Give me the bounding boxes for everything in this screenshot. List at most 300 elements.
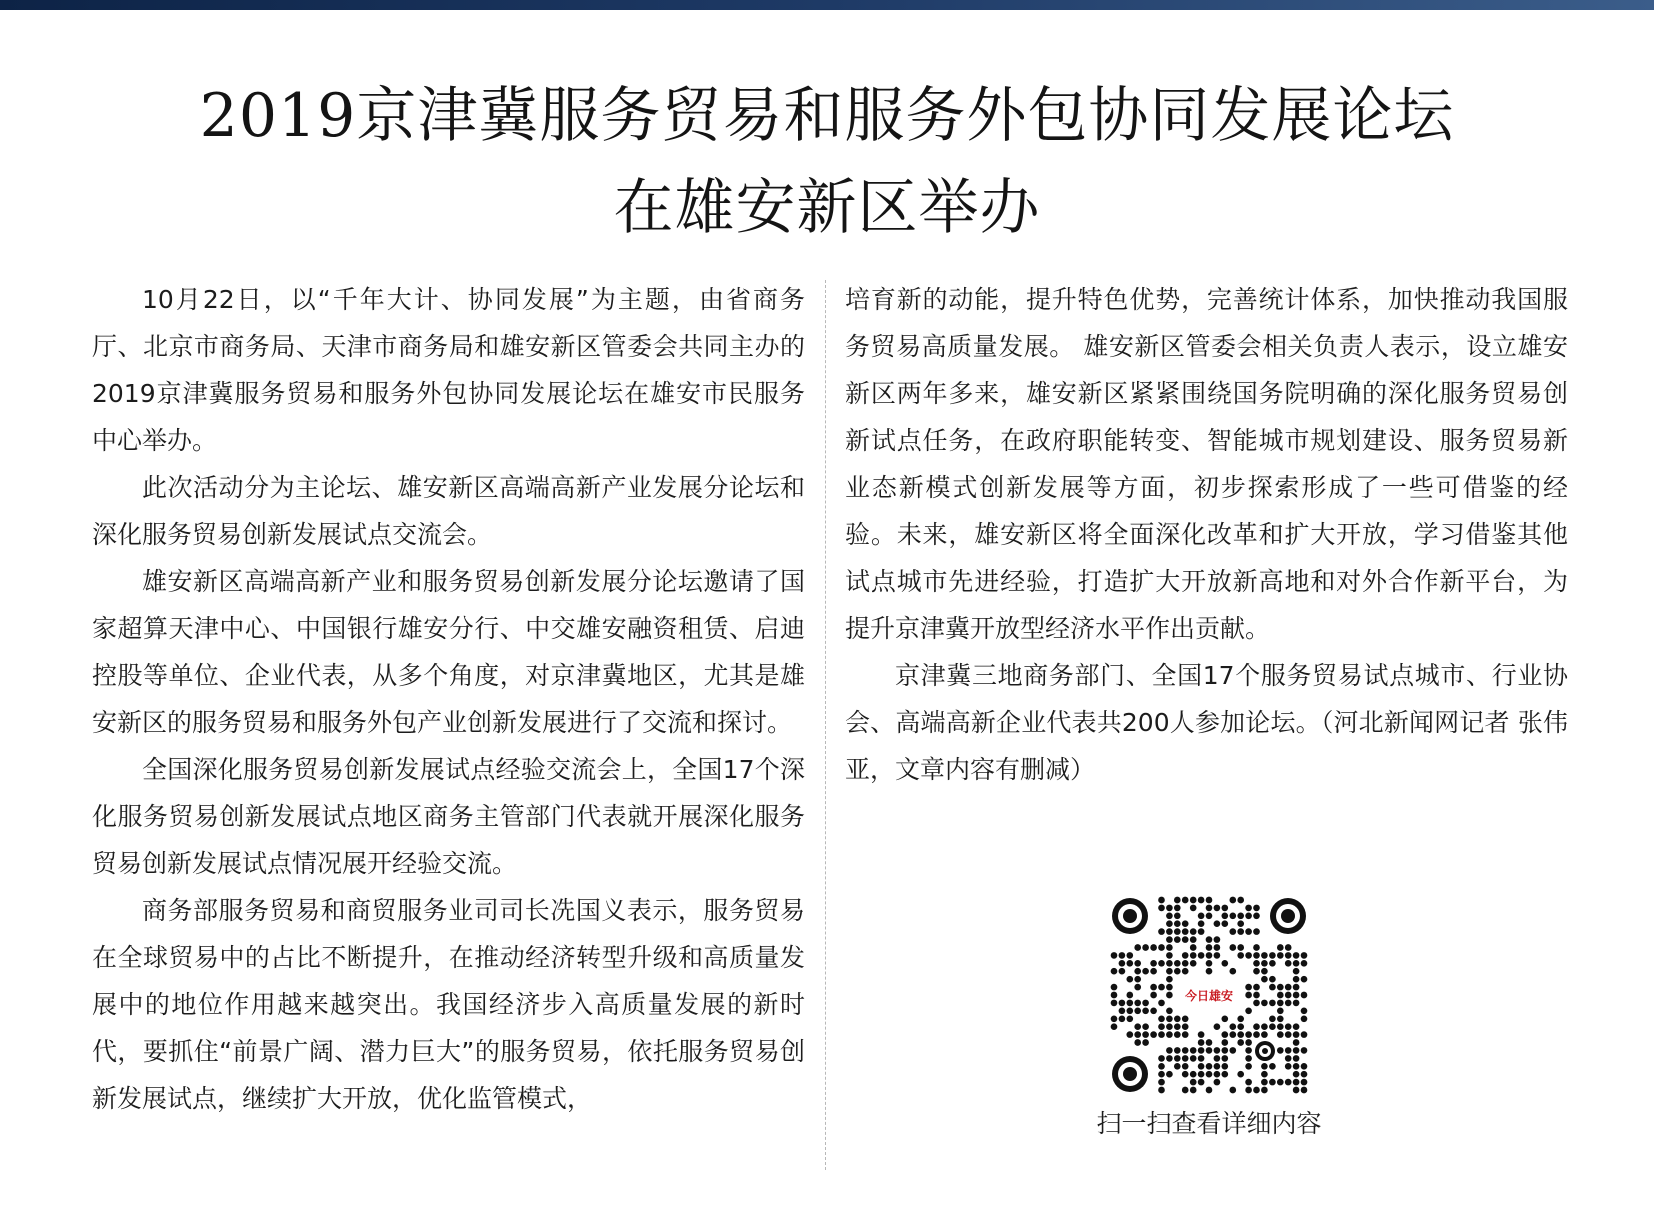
qr-module [1190,1079,1197,1086]
qr-module [1293,960,1300,967]
qr-module [1174,920,1181,927]
qr-module [1237,897,1244,904]
qr-module [1229,1023,1236,1030]
qr-module [1293,1039,1300,1046]
qr-module [1245,912,1252,919]
qr-module [1229,897,1236,904]
qr-module [1301,992,1308,999]
qr-module [1277,992,1284,999]
qr-module [1182,1063,1189,1070]
qr-module [1285,960,1292,967]
qr-module [1237,944,1244,951]
qr-code[interactable] [1110,896,1308,1094]
qr-module [1166,905,1173,912]
qr-module [1214,1063,1221,1070]
qr-module [1293,984,1300,991]
qr-module [1253,992,1260,999]
qr-module [1166,912,1173,919]
qr-module [1158,1000,1165,1007]
article-headline [0,70,1654,254]
qr-module [1190,1087,1197,1094]
qr-alignment-mark [1255,1041,1275,1061]
qr-module [1166,1047,1173,1054]
qr-module [1158,960,1165,967]
qr-module [1237,1031,1244,1038]
qr-module [1261,1031,1268,1038]
qr-module [1245,1047,1252,1054]
qr-module [1293,1071,1300,1078]
headline-line-2: 在雄安新区举办 [613,173,1041,243]
qr-module [1166,1023,1173,1030]
qr-module [1206,1087,1213,1094]
qr-module [1229,1087,1236,1094]
qr-module [1182,1023,1189,1030]
qr-module [1301,1007,1308,1014]
qr-module [1119,952,1126,959]
column-divider [825,280,826,1170]
qr-module [1174,936,1181,943]
qr-finder-top-right [1270,898,1306,934]
qr-module [1111,952,1118,959]
qr-module [1198,1079,1205,1086]
qr-module [1182,920,1189,927]
qr-module [1293,968,1300,975]
qr-module [1126,1015,1133,1022]
qr-module [1253,944,1260,951]
qr-module [1245,905,1252,912]
qr-module [1142,1039,1149,1046]
qr-module [1269,984,1276,991]
qr-module [1150,992,1157,999]
qr-module [1237,1023,1244,1030]
qr-module [1277,1015,1284,1022]
qr-module [1285,944,1292,951]
qr-module [1293,952,1300,959]
qr-module [1111,1023,1118,1030]
qr-module [1301,1079,1308,1086]
qr-finder-bottom-left [1112,1056,1148,1092]
qr-module [1293,976,1300,983]
qr-module [1221,960,1228,967]
qr-module [1214,952,1221,959]
qr-module [1166,1031,1173,1038]
qr-module [1285,952,1292,959]
qr-module [1126,1007,1133,1014]
qr-module [1277,1007,1284,1014]
qr-module [1301,1071,1308,1078]
qr-module [1166,992,1173,999]
qr-module [1237,928,1244,935]
qr-module [1134,984,1141,991]
qr-module [1237,1039,1244,1046]
qr-module [1158,897,1165,904]
qr-module [1158,1055,1165,1062]
qr-module [1182,936,1189,943]
qr-module [1158,1015,1165,1022]
qr-module [1174,1047,1181,1054]
qr-module [1174,897,1181,904]
qr-module [1237,1071,1244,1078]
qr-module [1126,992,1133,999]
qr-caption: 扫一扫查看详细内容 [1096,1109,1322,1138]
qr-module [1285,984,1292,991]
qr-module [1198,920,1205,927]
qr-module [1229,928,1236,935]
qr-module [1214,944,1221,951]
qr-module [1182,960,1189,967]
qr-module [1182,928,1189,935]
qr-module [1142,968,1149,975]
qr-module [1229,1031,1236,1038]
qr-module [1285,1055,1292,1062]
qr-module [1111,1015,1118,1022]
qr-module [1166,944,1173,951]
paragraph-4: 全国深化服务贸易创新发展试点经验交流会上，全国17个深化服务贸易创新发展试点地区商务主管部门代表就开展深化服务贸易创新发展试点情况展开经验交流。 [92,755,805,878]
qr-module [1277,1023,1284,1030]
qr-module [1150,1031,1157,1038]
qr-module [1134,960,1141,967]
qr-module [1158,1023,1165,1030]
qr-module [1166,1007,1173,1014]
qr-module [1206,960,1213,967]
qr-module [1221,1039,1228,1046]
qr-module [1166,1015,1173,1022]
qr-module [1119,1015,1126,1022]
qr-module [1301,960,1308,967]
paragraph-5: 商务部服务贸易和商贸服务业司司长冼国义表示，服务贸易在全球贸易中的占比不断提升，在推动经济转型升级和高质量发展中的地位作用越来越突出。我国经济步入高质量发展的新时代，要抓住“前景广阔、潜力巨大”的服务贸易，依托服务贸易创新发展试点，继续扩大开放，优化监管模式， [92,896,805,1113]
qr-module [1158,1079,1165,1086]
qr-module [1285,1047,1292,1054]
qr-finder-top-left [1112,898,1148,934]
qr-module [1134,1007,1141,1014]
qr-module [1285,1023,1292,1030]
qr-module [1229,968,1236,975]
qr-module [1261,968,1268,975]
qr-module [1190,952,1197,959]
qr-module [1269,1079,1276,1086]
qr-module [1206,1039,1213,1046]
qr-module [1293,1087,1300,1094]
qr-module [1245,1039,1252,1046]
qr-module [1134,968,1141,975]
qr-module [1142,1007,1149,1014]
qr-module [1253,912,1260,919]
qr-module [1111,992,1118,999]
qr-module [1301,1015,1308,1022]
qr-module [1285,1063,1292,1070]
qr-module [1301,1031,1308,1038]
qr-module [1182,1047,1189,1054]
qr-module [1158,944,1165,951]
qr-module [1293,1000,1300,1007]
qr-module [1237,1015,1244,1022]
qr-module [1174,1015,1181,1022]
qr-module [1221,1047,1228,1054]
qr-module [1261,1023,1268,1030]
qr-logo-text: 今日雄安 [1184,989,1234,1003]
qr-module [1245,952,1252,959]
qr-module [1198,897,1205,904]
qr-module [1166,960,1173,967]
qr-module [1142,1023,1149,1030]
qr-module [1182,1087,1189,1094]
qr-module [1214,920,1221,927]
qr-module [1253,1031,1260,1038]
qr-module [1182,1015,1189,1022]
qr-module [1293,1063,1300,1070]
qr-code-graphic [1110,896,1308,1094]
qr-module [1190,1047,1197,1054]
qr-module [1221,1071,1228,1078]
qr-module [1158,905,1165,912]
qr-module [1301,952,1308,959]
qr-module [1214,905,1221,912]
qr-module [1134,1039,1141,1046]
qr-module [1166,936,1173,943]
qr-module [1221,1015,1228,1022]
qr-module [1206,968,1213,975]
qr-module [1134,1023,1141,1030]
qr-module [1269,952,1276,959]
qr-module [1229,1047,1236,1054]
qr-module [1229,944,1236,951]
qr-module [1150,968,1157,975]
qr-module [1198,952,1205,959]
qr-module [1253,1023,1260,1030]
qr-module [1277,952,1284,959]
qr-module [1198,1039,1205,1046]
paragraph-5-continued: 培育新的动能，提升特色优势，完善统计体系，加快推动我国服务贸易高质量发展。 雄安新区管委会相关负责人表示，设立雄安新区两年多来，雄安新区紧紧围绕国务院明确的深化服务贸易创新试点任务，在政府职能转变、智能城市规划建设、服务贸易新业态新模式创新发展等方面，初步探索形成了一些可借鉴的经验。未来，雄安新区将全面深化改革和扩大开放，学习借鉴其他试点城市先进经验，打造扩大开放新高地和对外合作新平台，为提升京津冀开放型经济水平作出贡献。 [845,285,1568,643]
qr-module [1214,1047,1221,1054]
qr-module [1190,1071,1197,1078]
qr-module [1126,952,1133,959]
qr-module [1293,992,1300,999]
qr-module [1269,1023,1276,1030]
qr-module [1269,1063,1276,1070]
qr-module [1166,928,1173,935]
paragraph-3: 雄安新区高端高新产业和服务贸易创新发展分论坛邀请了国家超算天津中心、中国银行雄安分行、中交雄安融资租赁、启迪控股等单位、企业代表，从多个角度，对京津冀地区，尤其是雄安新区的服务贸易和服务外包产业创新发展进行了交流和探讨。 [92,567,805,737]
qr-module [1166,952,1173,959]
qr-module [1198,1055,1205,1062]
qr-module [1261,952,1268,959]
qr-module [1253,905,1260,912]
article-left-column [92,276,805,1122]
qr-module [1253,928,1260,935]
qr-module [1269,1000,1276,1007]
qr-module [1261,960,1268,967]
qr-module [1119,968,1126,975]
qr-module [1221,1055,1228,1062]
qr-module [1150,1007,1157,1014]
qr-module [1134,944,1141,951]
qr-module [1166,920,1173,927]
qr-module [1245,1079,1252,1086]
qr-module [1269,976,1276,983]
qr-module [1174,960,1181,967]
qr-module [1158,928,1165,935]
qr-module [1190,936,1197,943]
qr-module [1206,897,1213,904]
qr-module [1198,1071,1205,1078]
qr-module [1221,912,1228,919]
qr-module [1174,928,1181,935]
qr-module [1174,1055,1181,1062]
qr-module [1214,1079,1221,1086]
qr-module [1269,960,1276,967]
qr-module [1166,984,1173,991]
qr-module [1261,1000,1268,1007]
qr-module [1293,1031,1300,1038]
qr-module [1142,1031,1149,1038]
qr-module [1214,936,1221,943]
qr-module [1158,1087,1165,1094]
qr-module [1277,1031,1284,1038]
qr-module [1150,960,1157,967]
qr-module [1301,1087,1308,1094]
qr-module [1285,992,1292,999]
qr-module [1245,1007,1252,1014]
qr-module [1206,1047,1213,1054]
qr-module [1111,984,1118,991]
qr-module [1134,1031,1141,1038]
qr-module [1190,897,1197,904]
qr-module [1261,976,1268,983]
qr-module [1206,936,1213,943]
qr-module [1166,1071,1173,1078]
qr-module [1182,1071,1189,1078]
qr-module [1221,1031,1228,1038]
qr-module [1221,905,1228,912]
qr-module [1277,1079,1284,1086]
qr-module [1134,976,1141,983]
qr-module [1269,1015,1276,1022]
qr-module [1293,1023,1300,1030]
paragraph-1: 10月22日，以“千年大计、协同发展”为主题，由省商务厅、北京市商务局、天津市商务局和雄安新区管委会共同主办的2019京津冀服务贸易和服务外包协同发展论坛在雄安市民服务中心举办。 [92,285,805,455]
qr-module [1261,1079,1268,1086]
article-right-column [845,276,1568,793]
qr-module [1293,1047,1300,1054]
qr-module [1261,1071,1268,1078]
qr-module [1285,1031,1292,1038]
qr-module [1182,968,1189,975]
qr-module [1206,912,1213,919]
qr-module [1245,992,1252,999]
qr-module [1214,1023,1221,1030]
qr-module [1206,905,1213,912]
qr-module [1261,1087,1268,1094]
qr-module [1277,1047,1284,1054]
qr-module [1245,1087,1252,1094]
qr-module [1301,976,1308,983]
qr-module [1221,920,1228,927]
qr-module [1261,1063,1268,1070]
qr-module [1166,968,1173,975]
qr-module [1166,1055,1173,1062]
qr-center-logo [1179,977,1239,1013]
qr-module [1277,1000,1284,1007]
qr-module [1190,1055,1197,1062]
qr-module [1174,912,1181,919]
qr-module [1119,960,1126,967]
qr-module [1253,1087,1260,1094]
qr-module [1277,984,1284,991]
qr-module [1119,1000,1126,1007]
qr-module [1166,976,1173,983]
qr-module [1293,1079,1300,1086]
top-banner-bar [0,0,1654,10]
qr-module [1174,968,1181,975]
qr-module [1245,1031,1252,1038]
qr-module [1174,905,1181,912]
qr-module [1174,1063,1181,1070]
qr-module [1245,1055,1252,1062]
qr-module [1198,1031,1205,1038]
qr-module [1237,912,1244,919]
qr-module [1253,960,1260,967]
qr-module [1126,960,1133,967]
qr-module [1198,928,1205,935]
qr-module [1293,1055,1300,1062]
qr-module [1301,1063,1308,1070]
qr-module [1245,928,1252,935]
qr-module [1221,1063,1228,1070]
qr-module [1119,1007,1126,1014]
qr-module [1182,1055,1189,1062]
qr-module [1174,1031,1181,1038]
qr-module [1126,1000,1133,1007]
qr-module [1206,1063,1213,1070]
qr-module [1126,976,1133,983]
qr-module [1214,1071,1221,1078]
qr-module [1198,912,1205,919]
qr-module [1198,1047,1205,1054]
qr-module [1111,1000,1118,1007]
qr-module [1182,1031,1189,1038]
qr-module [1253,984,1260,991]
qr-module [1142,944,1149,951]
qr-module [1111,968,1118,975]
qr-module [1206,1071,1213,1078]
qr-module [1142,1000,1149,1007]
qr-module [1150,984,1157,991]
paragraph-2: 此次活动分为主论坛、雄安新区高端高新产业发展分论坛和深化服务贸易创新发展试点交流会。 [92,473,805,549]
qr-module [1253,1000,1260,1007]
qr-module [1134,1000,1141,1007]
qr-module [1245,1063,1252,1070]
qr-module [1198,1063,1205,1070]
qr-module [1285,1000,1292,1007]
qr-module [1229,912,1236,919]
qr-module [1253,952,1260,959]
qr-module [1285,1079,1292,1086]
qr-module [1206,944,1213,951]
qr-module [1214,1055,1221,1062]
qr-module [1301,1047,1308,1054]
qr-module [1206,952,1213,959]
qr-module [1253,968,1260,975]
qr-module [1174,1023,1181,1030]
qr-module [1190,944,1197,951]
qr-module [1150,944,1157,951]
qr-module [1277,944,1284,951]
qr-module [1237,920,1244,927]
qr-module [1190,960,1197,967]
qr-module [1237,952,1244,959]
qr-module [1182,952,1189,959]
qr-module [1158,984,1165,991]
qr-module [1158,1063,1165,1070]
qr-module [1190,905,1197,912]
